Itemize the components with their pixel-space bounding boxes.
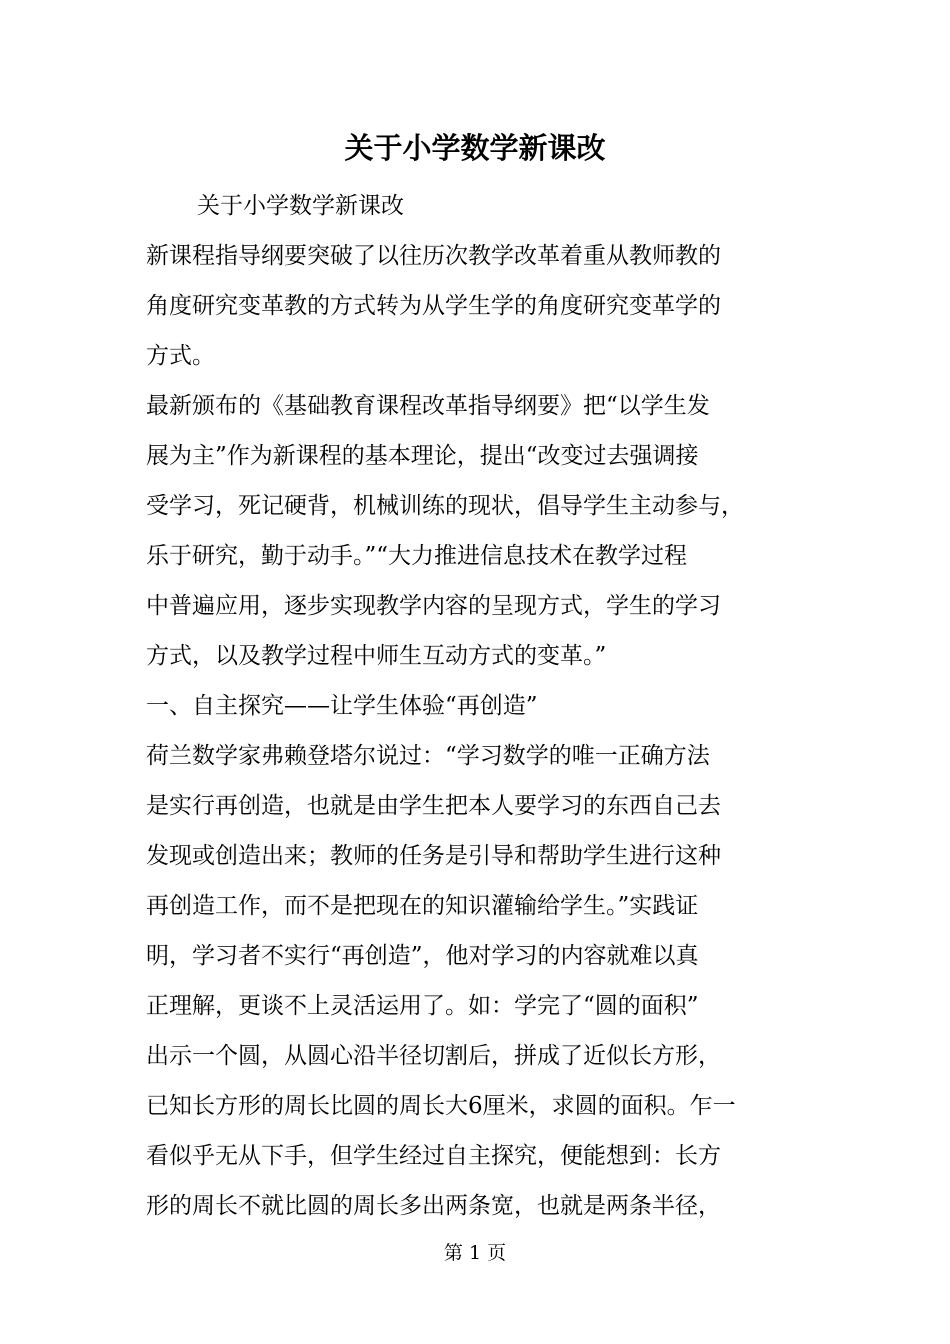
document-body: [146, 181, 816, 1231]
text-line: 再创造工作，而不是把现在的知识灌输给学生。”实践证: [146, 893, 699, 919]
subtitle-line: 关于小学数学新课改: [197, 193, 404, 219]
text-line: 形的周长不就比圆的周长多出两条宽，也就是两条半径，: [146, 1193, 721, 1219]
document-title: 关于小学数学新课改: [344, 131, 606, 165]
text-line: 看似乎无从下手，但学生经过自主探究，便能想到：长方: [146, 1143, 721, 1169]
text-line: 受学习，死记硬背，机械训练的现状，倡导学生主动参与，: [146, 493, 744, 519]
page-number: 第 1 页: [443, 1242, 507, 1264]
text-line: 最新颁布的《基础教育课程改革指导纲要》把“以学生发: [146, 393, 710, 419]
text-line: 出示一个圆，从圆心沿半径切割后，拼成了近似长方形，: [146, 1043, 721, 1069]
section-heading: 一、自主探究——让学生体验“再创造”: [146, 693, 538, 719]
text-line: 乐于研究，勤于动手。”“大力推进信息技术在教学过程: [146, 543, 688, 569]
text-line: 正理解，更谈不上灵活运用了。如：学完了“圆的面积”: [146, 993, 699, 1019]
text-line: 荷兰数学家弗赖登塔尔说过：“学习数学的唯一正确方法: [146, 743, 710, 769]
text-line: 方式。: [146, 343, 215, 369]
text-line: 中普遍应用，逐步实现教学内容的呈现方式，学生的学习: [146, 593, 721, 619]
text-line: 新课程指导纲要突破了以往历次教学改革着重从教师教的: [146, 243, 721, 269]
text-line: 方式，以及教学过程中师生互动方式的变革。”: [146, 643, 607, 669]
text-line: 是实行再创造，也就是由学生把本人要学习的东西自己去: [146, 793, 721, 819]
text-line: 明，学习者不实行“再创造”，他对学习的内容就难以真: [146, 943, 699, 969]
text-line: 发现或创造出来；教师的任务是引导和帮助学生进行这种: [146, 843, 721, 869]
text-line: 展为主”作为新课程的基本理论，提出“改变过去强调接: [146, 443, 699, 469]
text-line: 角度研究变革教的方式转为从学生学的角度研究变革学的: [146, 293, 721, 319]
text-line: 已知长方形的周长比圆的周长大6厘米，求圆的面积。乍一: [146, 1093, 736, 1119]
